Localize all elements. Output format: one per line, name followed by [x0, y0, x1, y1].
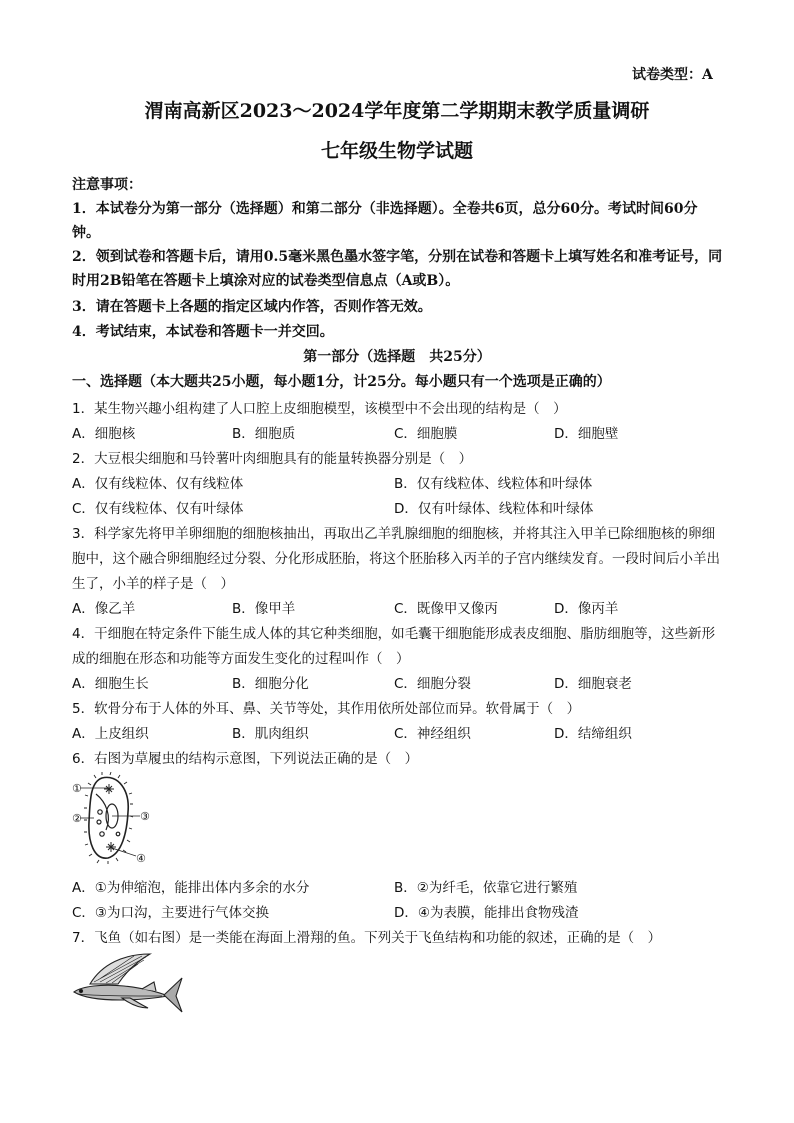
option-c: C．细胞膜 [394, 426, 458, 442]
question-stem: 6．右图为草履虫的结构示意图，下列说法正确的是（ ） [72, 751, 419, 767]
label-3: ③ [140, 810, 150, 823]
option-b: B．像甲羊 [232, 601, 296, 617]
flying-fish-drawing [72, 950, 184, 1014]
option-d: D．像丙羊 [554, 601, 619, 617]
part1-heading: 第一部分（选择题 共25分） [303, 349, 491, 365]
option-a: A．细胞核 [72, 426, 136, 442]
option-a: A．仅有线粒体、仅有线粒体 [72, 476, 244, 492]
notes-heading: 注意事项： [72, 177, 142, 193]
option-c: C．既像甲又像丙 [394, 601, 498, 617]
note-item: 1．本试卷分为第一部分（选择题）和第二部分（非选择题）。全卷共6页，总分60分。考试时间60分钟。 [72, 201, 698, 241]
option-d: D．④为表膜，能排出食物残渣 [394, 905, 579, 921]
paramecium-diagram [72, 772, 154, 864]
label-4: ④ [136, 852, 146, 864]
option-c: C．细胞分裂 [394, 676, 471, 692]
question-stem: 3．科学家先将甲羊卵细胞的细胞核抽出，再取出乙羊乳腺细胞的细胞核，并将其注入甲羊已除细胞核的卵细胞中，这个融合卵细胞经过分裂、分化形成胚胎，将这个胚胎移入丙羊的子宫内继续发育。一段时间后小羊出生了，小羊的样子是（ ） [72, 526, 720, 592]
option-b: B．②为纤毛，依靠它进行繁殖 [394, 880, 578, 896]
note-item: 3．请在答题卡上各题的指定区域内作答，否则作答无效。 [72, 299, 432, 315]
exam-title: 渭南高新区2023～2024学年度第二学期期末教学质量调研 [144, 100, 650, 122]
option-d: D．结缔组织 [554, 726, 632, 742]
option-c: C．神经组织 [394, 726, 471, 742]
option-d: D．细胞壁 [554, 426, 619, 442]
option-c: C．仅有线粒体、仅有叶绿体 [72, 501, 244, 517]
note-item: 4．考试结束，本试卷和答题卡一并交回。 [72, 324, 334, 340]
option-a: A．细胞生长 [72, 676, 149, 692]
exam-subtitle: 七年级生物学试题 [320, 140, 473, 162]
label-1: ① [72, 782, 82, 795]
option-a: A．上皮组织 [72, 726, 149, 742]
label-2: ② [72, 812, 82, 825]
question-stem: 1．某生物兴趣小组构建了人口腔上皮细胞模型，该模型中不会出现的结构是（ ） [72, 401, 567, 417]
option-b: B．仅有线粒体、线粒体和叶绿体 [394, 476, 593, 492]
question-stem: 4．干细胞在特定条件下能生成人体的其它种类细胞，如毛囊干细胞能形成表皮细胞、脂肪细胞等，这些新形成的细胞在形态和功能等方面发生变化的过程叫作（ ） [72, 626, 716, 667]
paper-type-label: 试卷类型：A [632, 67, 713, 83]
question-stem: 2．大豆根尖细胞和马铃薯叶肉细胞具有的能量转换器分别是（ ） [72, 451, 473, 467]
option-b: B．细胞质 [232, 426, 296, 442]
option-d: D．仅有叶绿体、线粒体和叶绿体 [394, 501, 594, 517]
option-a: A．像乙羊 [72, 601, 136, 617]
option-b: B．细胞分化 [232, 676, 309, 692]
question-stem: 5．软骨分布于人体的外耳、鼻、关节等处，其作用依所处部位而异。软骨属于（ ） [72, 701, 581, 717]
option-b: B．肌肉组织 [232, 726, 309, 742]
option-d: D．细胞衰老 [554, 676, 632, 692]
option-c: C．③为口沟，主要进行气体交换 [72, 905, 270, 921]
option-a: A．①为伸缩泡，能排出体内多余的水分 [72, 880, 310, 896]
note-item: 2．领到试卷和答题卡后，请用0.5毫米黑色墨水签字笔，分别在试卷和答题卡上填写姓名和准考证号，同时用2B铅笔在答题卡上填涂对应的试卷类型信息点（A或B）。 [72, 249, 723, 289]
section-heading: 一、选择题（本大题共25小题，每小题1分，计25分。每小题只有一个选项是正确的） [72, 374, 611, 390]
question-stem: 7．飞鱼（如右图）是一类能在海面上滑翔的鱼。下列关于飞鱼结构和功能的叙述，正确的是（ ） [72, 930, 662, 946]
